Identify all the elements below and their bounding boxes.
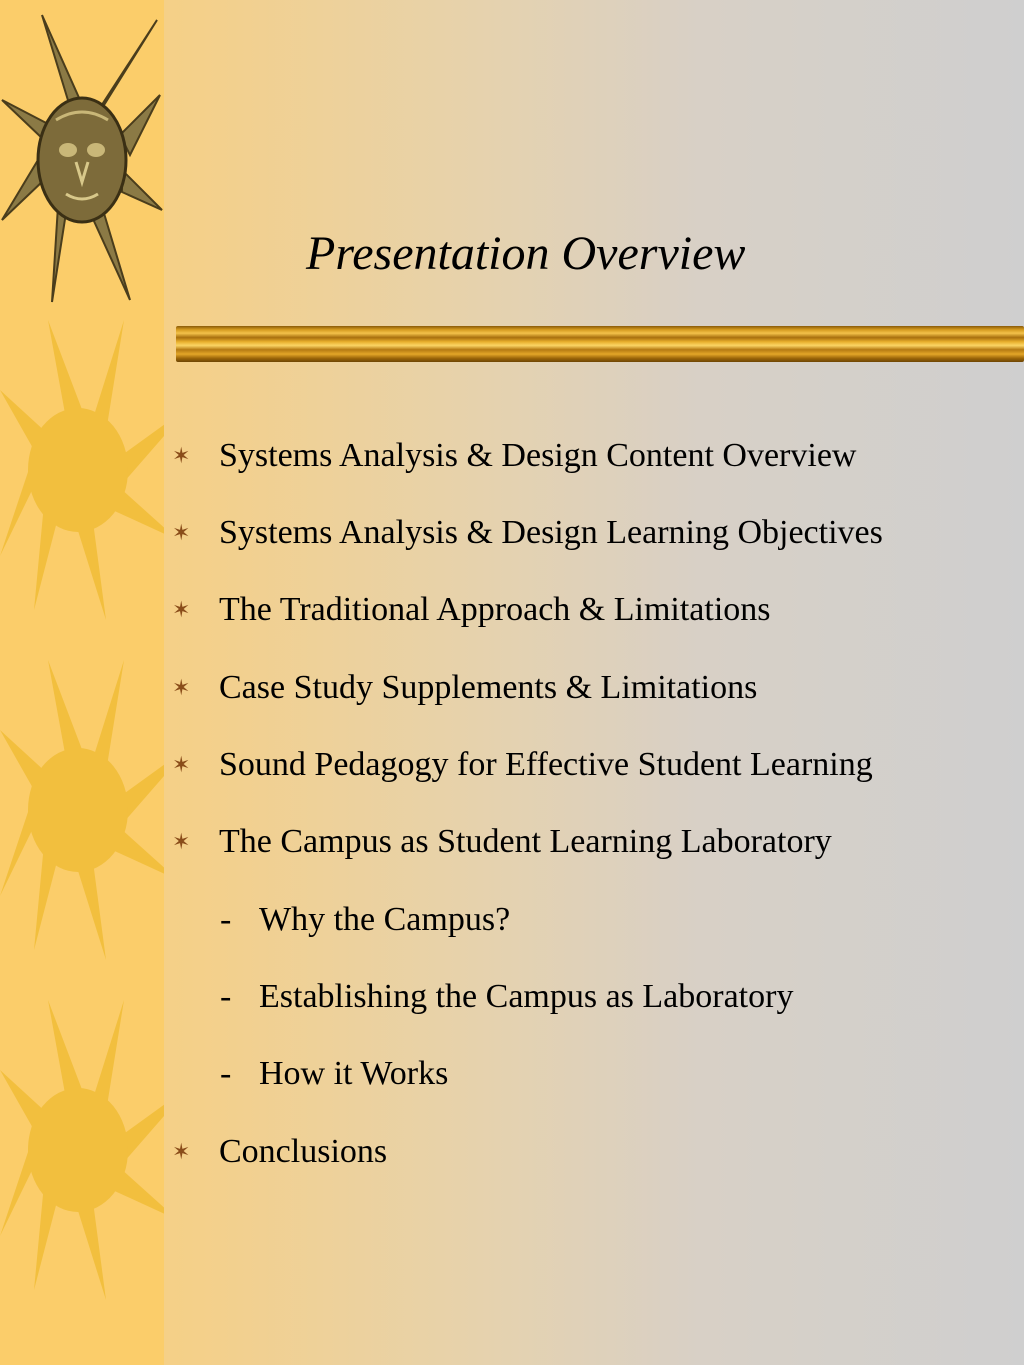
bullet-item: The Traditional Approach & Limitations (219, 591, 771, 628)
star-bullet-icon: ✶ (172, 443, 191, 468)
sun-face-icon (2, 15, 162, 302)
decorative-sidebar (0, 0, 164, 1365)
sub-item: Establishing the Campus as Laboratory (259, 978, 794, 1015)
slide-title: Presentation Overview (306, 227, 746, 280)
star-bullet-icon: ✶ (172, 675, 191, 700)
sun-shape-icon (0, 660, 164, 960)
sub-item-dash: - (220, 1055, 232, 1092)
bullet-item: Conclusions (219, 1133, 388, 1170)
star-bullet-icon: ✶ (172, 597, 191, 622)
sub-item-dash: - (220, 978, 232, 1015)
sub-item-dash: - (220, 901, 232, 938)
bullet-item: Systems Analysis & Design Content Overview (219, 437, 857, 474)
sub-item: How it Works (259, 1055, 449, 1092)
bullet-item: The Campus as Student Learning Laboratory (219, 823, 832, 860)
bullet-item: Systems Analysis & Design Learning Objectives (219, 514, 883, 551)
star-bullet-icon: ✶ (172, 520, 191, 545)
bullet-item: Sound Pedagogy for Effective Student Learning (219, 746, 873, 783)
star-bullet-icon: ✶ (172, 829, 191, 854)
star-bullet-icon: ✶ (172, 1139, 191, 1164)
sun-shape-icon (0, 1000, 164, 1300)
sub-item: Why the Campus? (259, 901, 511, 938)
sun-decoration-icons (0, 0, 164, 1365)
bullet-item: Case Study Supplements & Limitations (219, 669, 758, 706)
star-bullet-icon: ✶ (172, 752, 191, 777)
sun-shape-icon (0, 320, 164, 620)
title-divider (176, 326, 1024, 362)
